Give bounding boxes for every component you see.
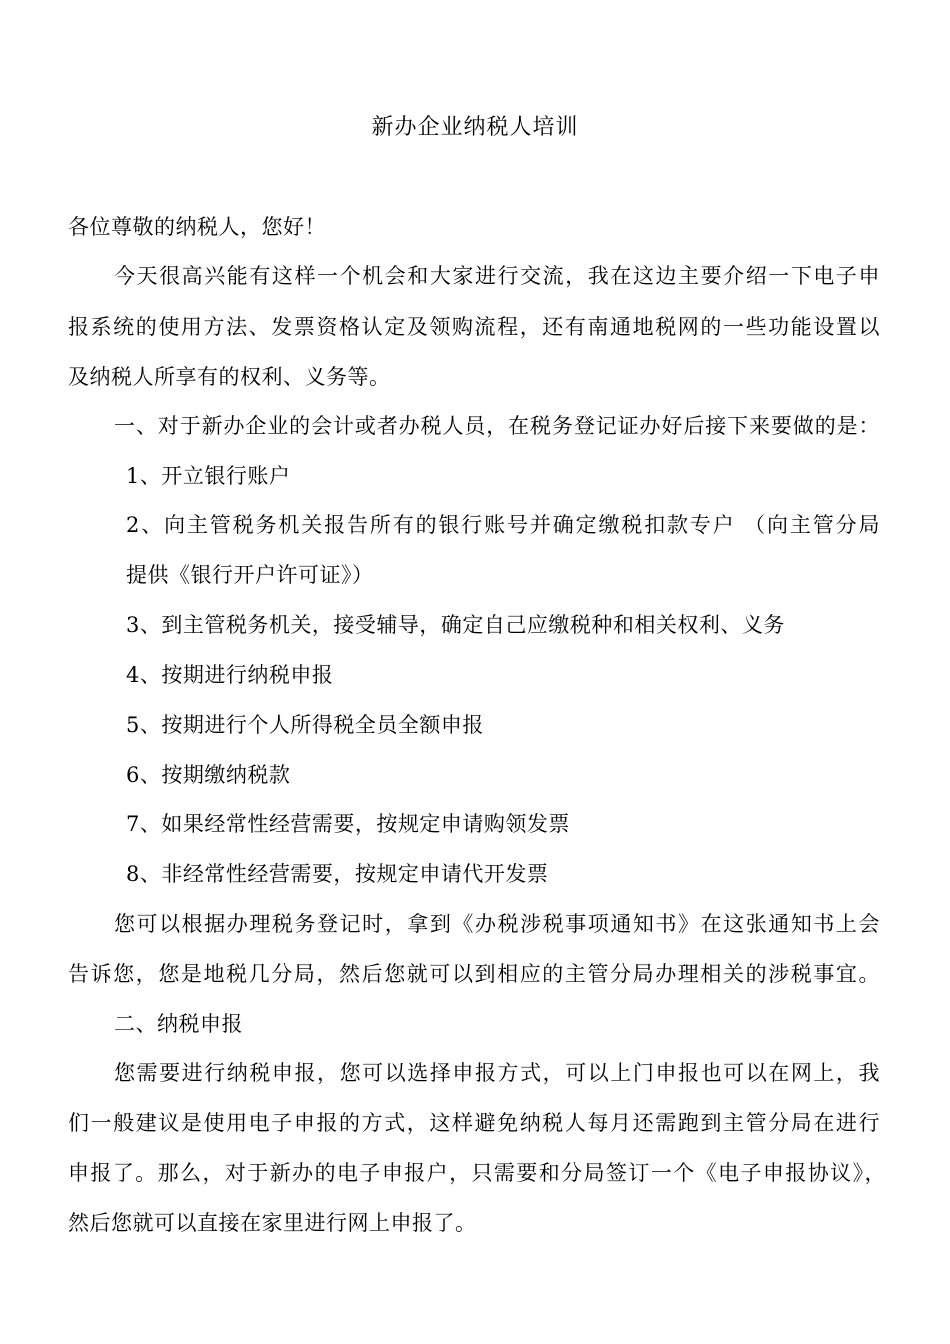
list-item-4: 4、按期进行纳税申报 bbox=[126, 663, 334, 687]
list-item-6: 6、按期缴纳税款 bbox=[126, 763, 291, 787]
section2-line-4: 然后您就可以直接在家里进行网上申报了。 bbox=[68, 1211, 477, 1235]
section2-line-2: 们一般建议是使用电子申报的方式，这样避免纳税人每月还需跑到主管分局在进行 bbox=[68, 1111, 880, 1135]
notice-line-2: 告诉您，您是地税几分局，然后您就可以到相应的主管分局办理相关的涉税事宜。 bbox=[68, 962, 880, 986]
list-item-8: 8、非经常性经营需要，按规定申请代开发票 bbox=[126, 862, 549, 886]
intro-line-1: 今天很高兴能有这样一个机会和大家进行交流，我在这边主要介绍一下电子申 bbox=[114, 264, 880, 288]
section2-heading: 二、纳税申报 bbox=[114, 1012, 243, 1036]
list-item-3: 3、到主管税务机关，接受辅导，确定自己应缴税种和相关权利、义务 bbox=[126, 613, 785, 637]
list-item-7: 7、如果经常性经营需要，按规定申请购领发票 bbox=[126, 812, 570, 836]
list-item-5: 5、按期进行个人所得税全员全额申报 bbox=[126, 713, 484, 737]
section2-line-1: 您需要进行纳税申报，您可以选择申报方式，可以上门申报也可以在网上，我 bbox=[114, 1061, 880, 1085]
intro-line-3: 及纳税人所享有的权利、义务等。 bbox=[68, 365, 391, 389]
list-item-2-continued: 提供《银行开户许可证》） bbox=[126, 563, 374, 587]
document-title: 新办企业纳税人培训 bbox=[371, 115, 579, 140]
notice-line-1: 您可以根据办理税务登记时，拿到《办税涉税事项通知书》在这张通知书上会 bbox=[114, 912, 880, 936]
greeting: 各位尊敬的纳税人，您好！ bbox=[68, 215, 326, 239]
section2-line-3: 申报了。那么，对于新办的电子申报户，只需要和分局签订一个《电子申报协议》， bbox=[68, 1161, 886, 1185]
section1-heading: 一、对于新办企业的会计或者办税人员，在税务登记证办好后接下来要做的是： bbox=[114, 414, 880, 438]
list-item-2: 2、向主管税务机关报告所有的银行账号并确定缴税扣款专户 （向主管分局 bbox=[126, 513, 880, 537]
list-item-1: 1、开立银行账户 bbox=[126, 464, 291, 488]
intro-line-2: 报系统的使用方法、发票资格认定及领购流程，还有南通地税网的一些功能设置以 bbox=[68, 315, 880, 339]
